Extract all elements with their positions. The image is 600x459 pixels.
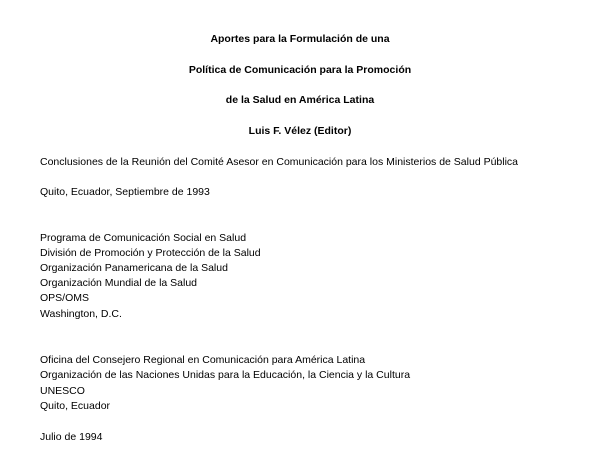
unesco-line-4: Quito, Ecuador: [40, 400, 111, 412]
place-date-text: Quito, Ecuador, Septiembre de 1993: [40, 186, 210, 198]
paho-line-4: Organización Mundial de la Salud: [40, 277, 198, 289]
paho-line-3: Organización Panamericana de la Salud: [40, 262, 228, 274]
paho-line-1: Programa de Comunicación Social en Salud: [40, 232, 247, 244]
conclusions-text: Conclusiones de la Reunión del Comité Asesor en Comunicación para los Ministerios de Salud Pública: [40, 156, 519, 168]
paho-line-2: División de Promoción y Protección de la Salud: [40, 247, 261, 259]
unesco-line-2: Organización de las Naciones Unidas para la Educación, la Ciencia y la Cultura: [40, 369, 411, 381]
title-line-2: Política de Comunicación para la Promoción: [188, 64, 412, 76]
unesco-line-1: Oficina del Consejero Regional en Comunicación para América Latina: [40, 354, 366, 366]
unesco-line-3: UNESCO: [40, 385, 85, 397]
title-line-1: Aportes para la Formulación de una: [210, 33, 390, 45]
paho-line-6: Washington, D.C.: [40, 308, 122, 320]
title-line-3: de la Salud en América Latina: [225, 94, 375, 106]
paho-line-5: OPS/OMS: [40, 292, 90, 304]
publication-date: Julio de 1994: [40, 431, 103, 443]
editor-line: Luis F. Vélez (Editor): [248, 125, 352, 137]
